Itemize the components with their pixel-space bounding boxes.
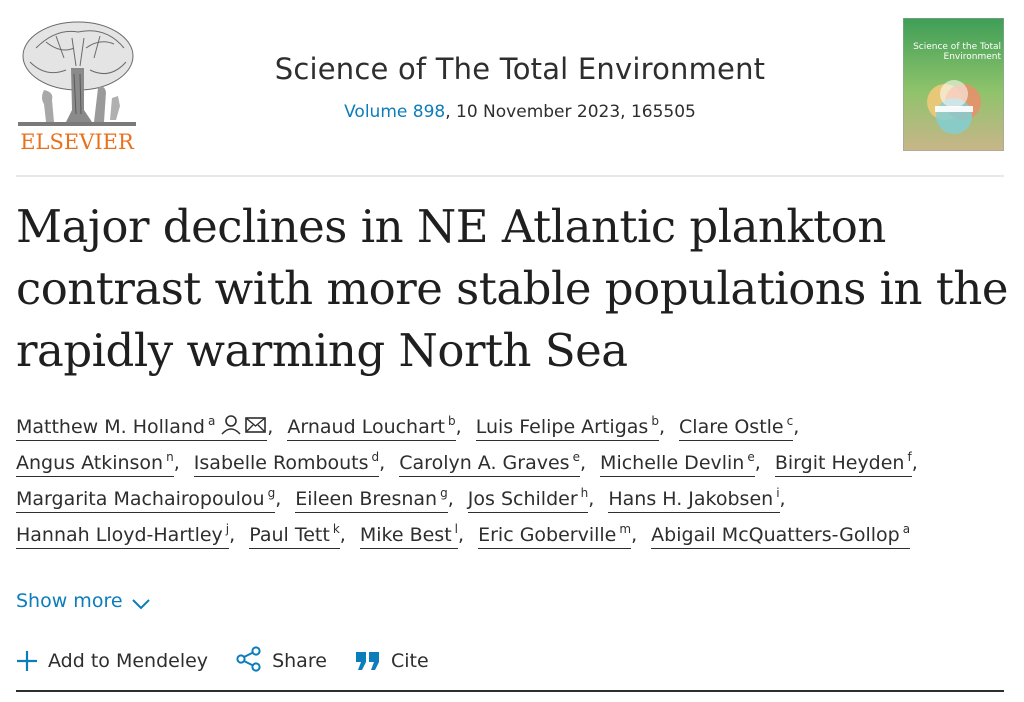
show-more-label: Show more: [16, 590, 123, 612]
author-link[interactable]: Margarita Machairopoulou $^g$: [16, 488, 275, 513]
author-line: Hannah Lloyd-Hartley $^j$, Paul Tett $^k$, Mike Best $^l$, Eric Goberville $^m$, Abigail McQuatters-Gollop $^a$: [16, 522, 1011, 558]
author-link[interactable]: Birgit Heyden $^f$: [775, 452, 912, 477]
cover-journal-name: Science of the Total Environment: [913, 42, 1001, 62]
article-title: Major declines in NE Atlantic plankton contrast with more stable populations in the rapidly warming North Sea: [16, 200, 1009, 377]
share-button[interactable]: [236, 646, 327, 672]
volume-link[interactable]: Volume 898: [344, 102, 446, 122]
cover-art: [903, 18, 1004, 151]
add-to-mendeley-button[interactable]: [16, 650, 208, 672]
share-icon: [236, 646, 262, 672]
add-to-mendeley-label: Add to Mendeley: [48, 650, 209, 672]
author-link[interactable]: Carolyn A. Graves $^e$: [399, 452, 580, 477]
email-icon: [246, 418, 265, 432]
journal-title[interactable]: Science of The Total Environment: [274, 52, 766, 86]
author-line: Angus Atkinson $^n$, Isabelle Rombouts $^d$, Carolyn A. Graves $^e$, Michelle Devlin $^e$, Birgit Heyden $^f$,: [16, 450, 1011, 486]
header-divider: [16, 175, 1004, 177]
author-link[interactable]: Eileen Bresnan $^g$: [295, 488, 447, 513]
author-link[interactable]: Jos Schilder $^h$: [468, 488, 588, 513]
elsevier-logo[interactable]: [16, 18, 138, 154]
article-actions: [16, 646, 451, 680]
author-link[interactable]: Matthew M. Holland $^a$: [16, 416, 267, 441]
article-header: [0, 0, 1024, 176]
author-link[interactable]: Isabelle Rombouts $^d$: [194, 452, 379, 477]
author-link[interactable]: Arnaud Louchart $^b$: [287, 416, 455, 441]
chevron-down-icon: [131, 598, 151, 610]
author-link[interactable]: Luis Felipe Artigas $^b$: [476, 416, 659, 441]
author-line: Matthew M. Holland $^a$ , Arnaud Louchart $^b$, Luis Felipe Artigas $^b$, Clare Ostle $^c$,: [16, 414, 1011, 450]
author-list: [16, 414, 1011, 558]
author-link[interactable]: Angus Atkinson $^n$: [16, 452, 174, 477]
share-label: Share: [272, 650, 327, 672]
elsevier-wordmark: ELSEVIER: [20, 130, 134, 154]
person-icon: [222, 416, 240, 434]
actions-divider: [16, 690, 1004, 692]
author-link[interactable]: Clare Ostle $^c$: [679, 416, 793, 441]
show-more-button[interactable]: [16, 590, 151, 612]
quote-icon: [355, 650, 381, 672]
author-line: Margarita Machairopoulou $^g$, Eileen Bresnan $^g$, Jos Schilder $^h$, Hans H. Jakobsen $^i$,: [16, 486, 1011, 522]
journal-cover-image[interactable]: [903, 18, 1004, 151]
issue-date-pages: , 10 November 2023, 165505: [445, 102, 696, 122]
author-link[interactable]: Mike Best $^l$: [360, 524, 458, 549]
plus-icon: [16, 650, 38, 672]
author-link[interactable]: Abigail McQuatters-Gollop $^a$: [651, 524, 910, 549]
cite-button[interactable]: [355, 650, 429, 672]
journal-issue-info: [180, 102, 860, 122]
author-link[interactable]: Hannah Lloyd-Hartley $^j$: [16, 524, 229, 549]
author-link[interactable]: Paul Tett $^k$: [249, 524, 340, 549]
author-link[interactable]: Eric Goberville $^m$: [478, 524, 631, 549]
cite-label: Cite: [390, 650, 429, 672]
author-link[interactable]: Michelle Devlin $^e$: [600, 452, 755, 477]
tree-icon: [16, 18, 138, 130]
author-link[interactable]: Hans H. Jakobsen $^i$: [608, 488, 779, 513]
